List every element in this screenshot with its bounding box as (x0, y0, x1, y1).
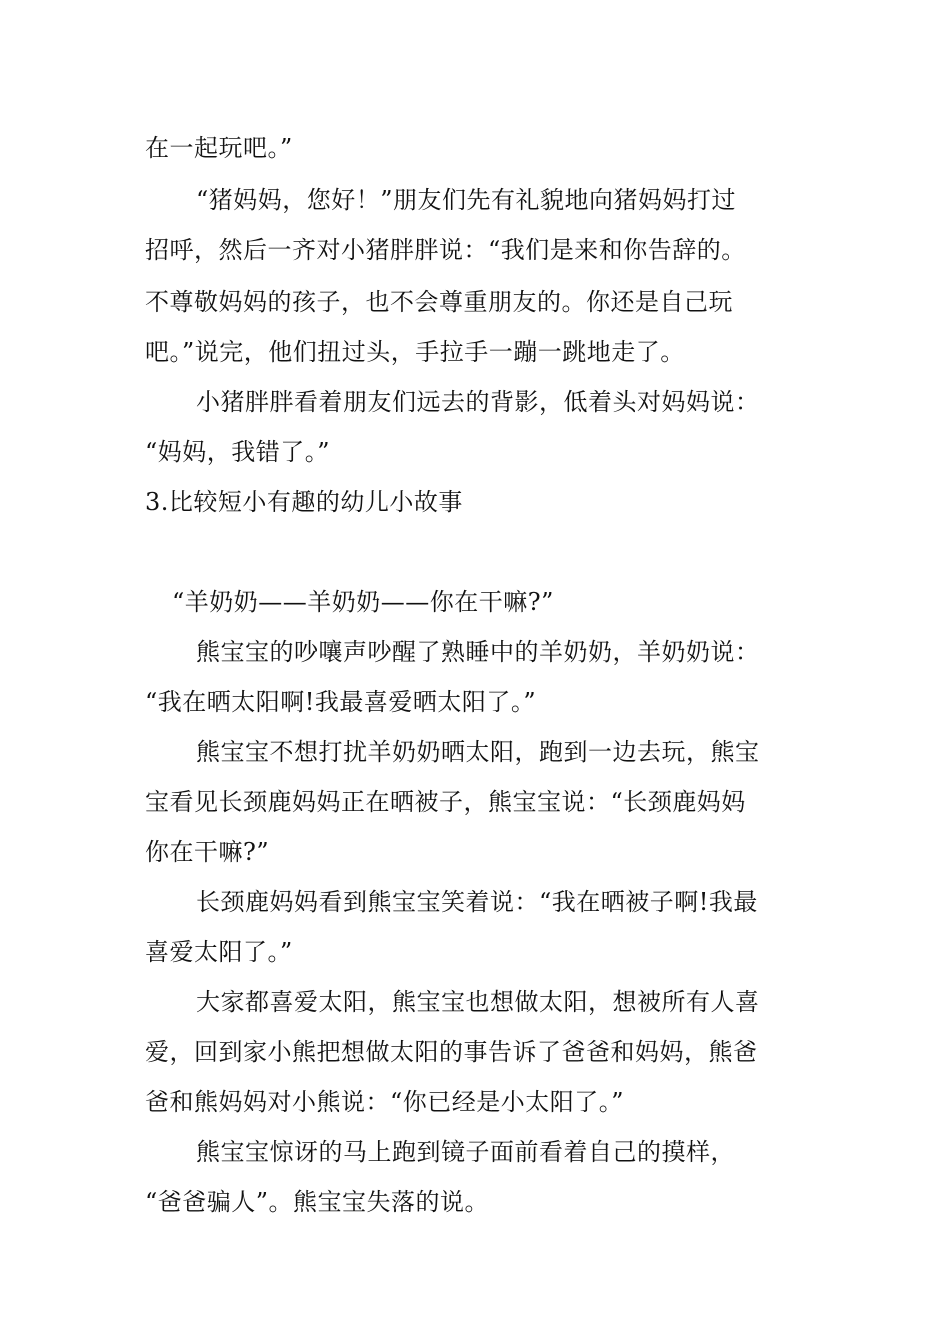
section-heading: 3.比较短小有趣的幼儿小故事 (145, 488, 463, 516)
text-line: “猪妈妈，您好！”朋友们先有礼貌地向猪妈妈打过 (196, 186, 737, 214)
text-line: 在一起玩吧。” (145, 134, 293, 162)
text-line: “羊奶奶——羊奶奶——你在干嘛?” (172, 588, 554, 616)
text-line: 爱，回到家小熊把想做太阳的事告诉了爸爸和妈妈，熊爸 (145, 1038, 758, 1066)
text-line: 大家都喜爱太阳，熊宝宝也想做太阳，想被所有人喜 (196, 988, 760, 1016)
text-line: 小猪胖胖看着朋友们远去的背影，低着头对妈妈说： (196, 388, 760, 416)
text-line: 爸和熊妈妈对小熊说：“你已经是小太阳了。” (145, 1088, 625, 1116)
text-line: 招呼，然后一齐对小猪胖胖说：“我们是来和你告辞的。 (145, 236, 746, 264)
text-line: 你在干嘛?” (145, 838, 270, 866)
text-line: 宝看见长颈鹿妈妈正在晒被子，熊宝宝说：“长颈鹿妈妈 (145, 788, 746, 816)
text-line: 喜爱太阳了。” (145, 938, 293, 966)
text-line: 长颈鹿妈妈看到熊宝宝笑着说：“我在晒被子啊!我最 (196, 888, 758, 916)
text-line: 不尊敬妈妈的孩子，也不会尊重朋友的。你还是自己玩 (145, 288, 733, 316)
text-line: “我在晒太阳啊!我最喜爱晒太阳了。” (145, 688, 537, 716)
text-line: 熊宝宝的吵嚷声吵醒了熟睡中的羊奶奶，羊奶奶说： (196, 638, 760, 666)
text-line: “爸爸骗人”。熊宝宝失落的说。 (145, 1188, 490, 1216)
text-line: 吧。”说完，他们扭过头，手拉手一蹦一跳地走了。 (145, 338, 685, 366)
text-line: 熊宝宝惊讶的马上跑到镜子面前看着自己的摸样， (196, 1138, 735, 1166)
text-line: 熊宝宝不想打扰羊奶奶晒太阳，跑到一边去玩，熊宝 (196, 738, 760, 766)
text-line: “妈妈，我错了。” (145, 438, 331, 466)
